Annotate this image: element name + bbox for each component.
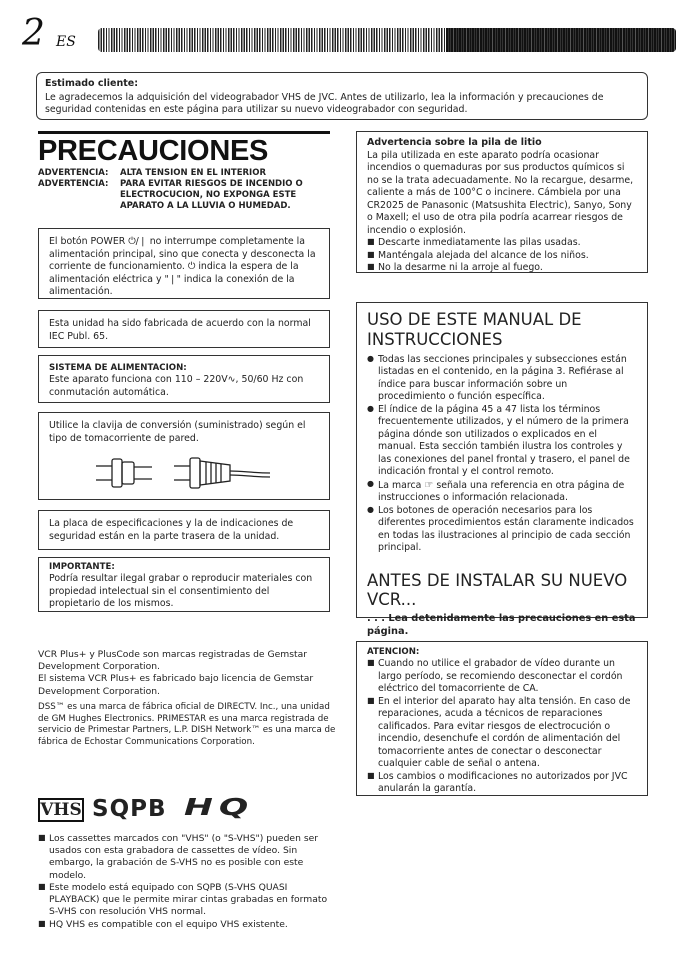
plug-adapter-box — [38, 412, 330, 500]
intro-text: Le agradecemos la adquisición del videograbador VHS de JVC. Antes de utilizarlo, lea la información y precauciones de seguridad contenidas en este página para utilizar su nuevo videograbador con seguridad. — [45, 91, 604, 116]
manual-usage-box — [356, 302, 648, 638]
list-item: ■ Los cambios o modificaciones no autorizados por JVC anularán la garantía. — [367, 771, 637, 796]
warning-key: ADVERTENCIA: — [38, 179, 109, 190]
power-text-c: indica la espera de la alimentación eléctrica y "❘" indica la conexión de la alimentación. — [49, 261, 299, 297]
language-tag: ES — [56, 34, 76, 50]
vhs-logo: VHS — [38, 798, 84, 822]
power-text-b: no interrumpe completamente la alimentación principal, sino que conecta y desconecta la corriente de funcionamiento. — [49, 236, 316, 272]
list-item: ■ Descarte inmediatamente las pilas usadas. — [367, 237, 637, 250]
manual-bullets — [367, 354, 637, 555]
intro-box — [36, 72, 648, 120]
hq-logo: HQ — [184, 795, 255, 821]
power-system-text: Este aparato funciona con 110 – 220V∿, 50/60 Hz con conmutación automática. — [49, 374, 304, 398]
power-standby-icon: ⏻/❘ — [128, 236, 147, 247]
warning-text: ALTA TENSION EN EL INTERIOR — [120, 168, 266, 178]
reference-mark-desc: señala una referencia en otra página de instrucciones o información relacionada. — [378, 479, 625, 504]
attention-bullets — [367, 658, 637, 796]
manual-heading: USO DE ESTE MANUAL DE INSTRUCCIONES — [367, 310, 582, 349]
page-number: 2 — [22, 13, 45, 54]
list-item — [367, 479, 637, 505]
list-item: ■ Este modelo está equipado con SQPB (S-VHS QUASI PLAYBACK) que le permite mirar cintas grabadas en formato S-VHS con resolución VHS normal. — [38, 882, 328, 919]
important-text: Podría resultar ilegal grabar o reproducir materiales con propiedad intelectual sin el consentimiento del propietario de los mismos. — [49, 573, 313, 610]
list-item: ● Todas las secciones principales y subsecciones están listadas en el contenido, en la página 3. Refiérase al índice para buscar información sobre un procedimiento o función específica. — [367, 354, 637, 404]
list-item: ● El índice de la página 45 a 47 lista los términos frecuentemente utilizados, y el número de la primera página dónde son utilizados o explicados en el manual. Esta sección también ilustra los controles y las conexiones del panel frontal y trasero, el panel de indicación frontal y el control remoto. — [367, 404, 637, 479]
important-box — [38, 557, 330, 612]
lithium-battery-box — [356, 131, 648, 273]
header-bar — [98, 28, 676, 52]
trademark-text: VCR Plus+ y PlusCode son marcas registradas de Gemstar Development Corporation. — [38, 649, 308, 673]
list-item: ■ Cuando no utilice el grabador de vídeo durante un largo período, se recomiendo desconectar el cordón eléctrico del tomacorriente de CA. — [367, 658, 637, 696]
important-heading: IMPORTANTE: — [49, 562, 115, 572]
warning-key: ADVERTENCIA: — [38, 168, 109, 178]
list-item: ■ En el interior del aparato hay alta tensión. En caso de reparaciones, acuda a técnicos de reparaciones calificados. Para evitar riesgos de electrocución o incendio, desenchufe el cordón de alimentación del tomacorriente antes de conectar o desconectar cualquier cable de señal o antena. — [367, 696, 637, 771]
power-text-a: El botón POWER — [49, 236, 126, 247]
pointing-hand-icon: ☞ — [424, 479, 434, 491]
plug-adapter-icon — [94, 453, 294, 493]
list-item: ■ Manténgala alejada del alcance de los niños. — [367, 250, 637, 263]
spec-plate-text: La placa de especificaciones y la de indicaciones de seguridad están en la parte trasera de la unidad. — [49, 518, 294, 542]
trademarks-block — [38, 649, 336, 748]
warning-text: PARA EVITAR RIESGOS DE INCENDIO O ELECTROCUCION, NO EXPONGA ESTE APARATO A LA LLUVIA O HUMEDAD. — [120, 179, 303, 212]
iec-box — [38, 310, 330, 348]
power-button-box — [38, 228, 330, 299]
list-item: ■ HQ VHS es compatible con el equipo VHS existente. — [38, 919, 328, 931]
trademark-text: El sistema VCR Plus+ es fabricado bajo licencia de Gemstar Development Corporation. — [38, 673, 314, 697]
lithium-text: La pila utilizada en este aparato podría ocasionar incendios o quemaduras por sus productos químicos si no se la trata adecuadamente. No la recargue, desarme, caliente a más de 100°C o incinere. Cámbiela por una CR2025 de Panasonic (Matsushita Electric), Sanyo, Sony o Maxell; el uso de otra pila podría acarrear riesgos de incendio o explosión. — [367, 149, 634, 236]
cassette-notes — [38, 833, 328, 931]
list-item: ● Los botones de operación necesarios para los diferentes procedimientos están claramente indicados en todas las ilustraciones al principio de cada sección principal. — [367, 505, 637, 555]
lithium-heading: Advertencia sobre la pila de litio — [367, 137, 542, 148]
sqpb-logo: SQPB — [92, 796, 167, 822]
iec-text: Esta unidad ha sido fabricada de acuerdo con la normal IEC Publ. 65. — [49, 318, 311, 342]
attention-box — [356, 641, 648, 796]
install-heading: ANTES DE INSTALAR SU NUEVO VCR... — [367, 570, 628, 610]
power-system-heading: SISTEMA DE ALIMENTACION: — [49, 363, 187, 373]
page-title: PRECAUCIONES — [38, 135, 269, 167]
list-item: ■ Los cassettes marcados con "VHS" (o "S-VHS") pueden ser usados con esta grabadora de cassettes de vídeo. Sin embargo, la grabación de S-VHS no es posible con este modelo. — [38, 833, 328, 882]
power-system-box — [38, 355, 330, 403]
warning-row — [38, 168, 338, 179]
standby-icon: ⏻ — [187, 261, 196, 272]
warnings-block — [38, 168, 338, 212]
plug-adapter-text: Utilice la clavija de conversión (suministrado) según el tipo de tomacorriente de pared. — [49, 420, 306, 444]
warning-row — [38, 179, 338, 212]
spec-plate-box — [38, 510, 330, 550]
lithium-bullets — [367, 237, 637, 275]
install-text: . . . Lea detenidamente las precauciones en esta página. — [367, 613, 636, 638]
list-item: ■ No la desarme ni la arroje al fuego. — [367, 262, 637, 275]
reference-mark-text: La marca — [378, 479, 422, 491]
intro-heading: Estimado cliente: — [45, 78, 139, 89]
attention-heading: ATENCION: — [367, 647, 420, 657]
trademark-text: DSS™ es una marca de fábrica oficial de DIRECTV. Inc., una unidad de GM Hughes Electronics. PRIMESTAR es una marca registrada de servicio de Primestar Partners, L.P. DISH Network™ es una marca de fábrica de Echostar Communications Corporation. — [38, 701, 336, 747]
